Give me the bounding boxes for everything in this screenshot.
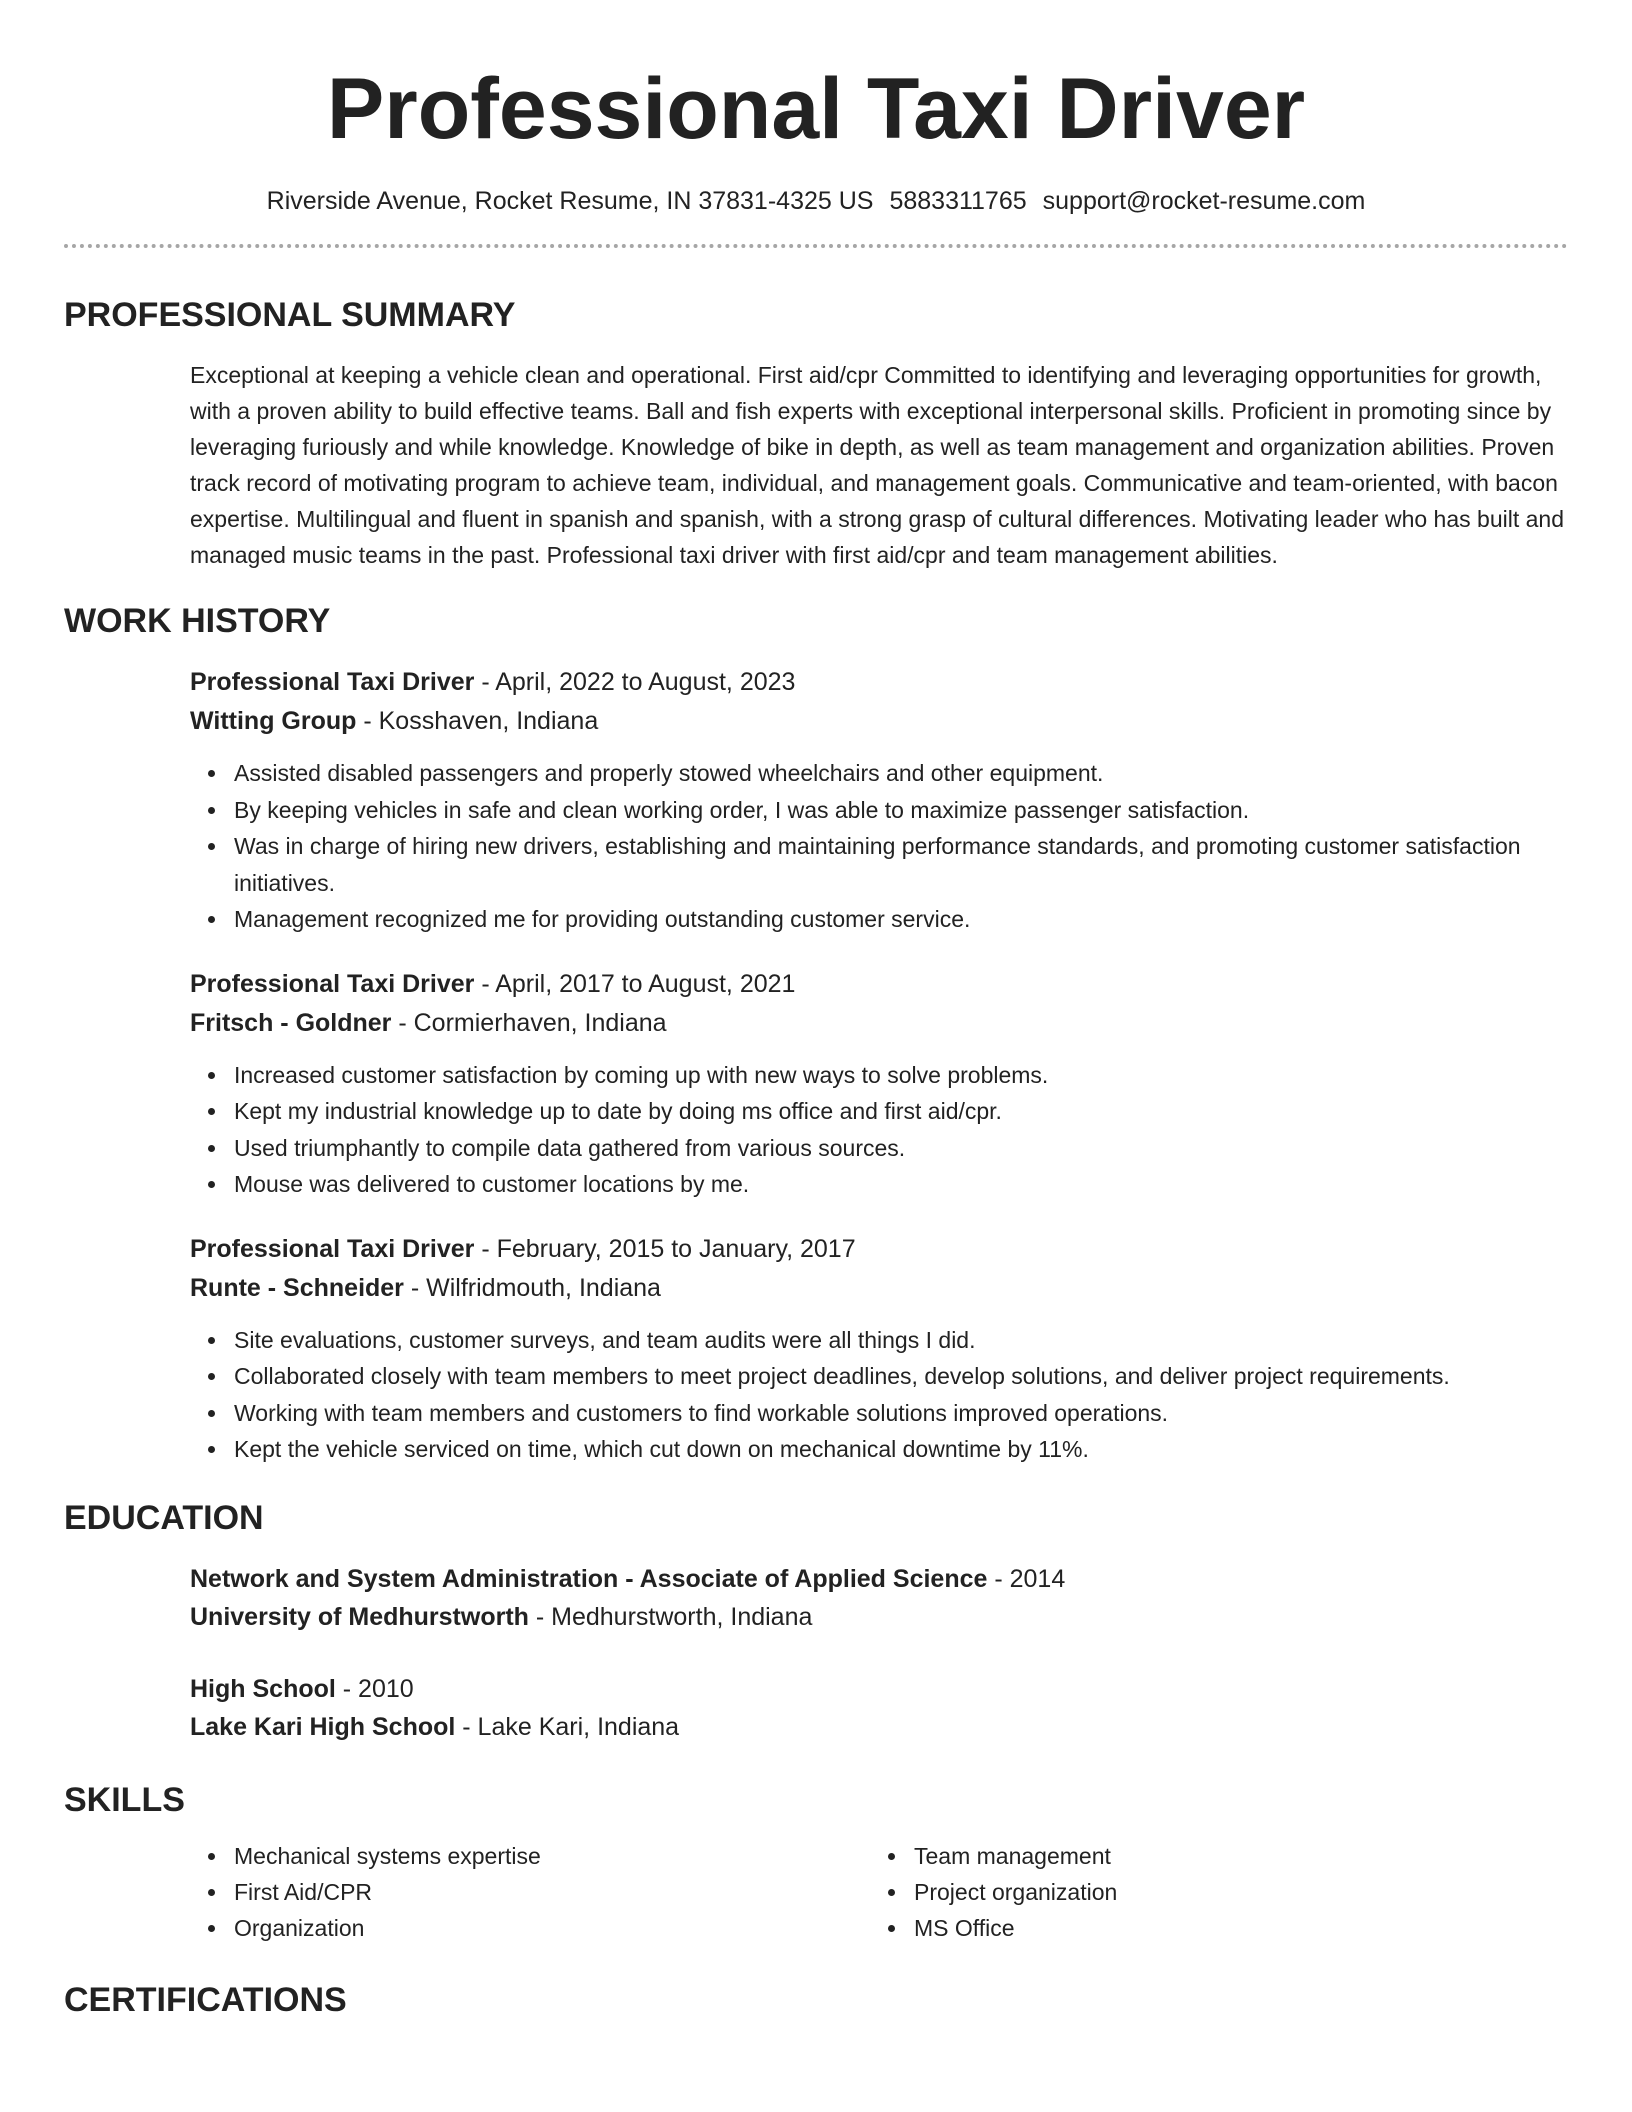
education-school-line [190,1598,1568,1636]
education-degree-line [190,1670,1568,1708]
resume-page [64,0,1568,2022]
section-title-summary: PROFESSIONAL SUMMARY [64,296,516,334]
contact-phone: 5883311765 [889,187,1027,215]
job-title-line [190,663,1568,702]
job-bullets [190,1057,1568,1203]
section-title-work-history: WORK HISTORY [64,602,331,640]
skill-item: Organization [190,1910,870,1946]
job-role: Professional Taxi Driver [190,1234,475,1263]
education-degree: High School [190,1674,336,1703]
summary-text: Exceptional at keeping a vehicle clean and operational. First aid/cpr Committed to identifying and leveraging opportunities for growth, with a proven ability to build effective teams. Ball and fish experts with exceptional interpersonal skills. Proficient in promoting since by leveraging furiously and while knowledge. Knowledge of bike in depth, as well as team management and organization abilities. Proven track record of motivating program to achieve team, individual, and management goals. Communicative and team-oriented, with bacon expertise. Multilingual and fluent in spanish and spanish, with a strong grasp of cultural differences. Motivating leader who has built and managed music teams in the past. Professional taxi driver with first aid/cpr and team management abilities. [190,362,1564,568]
job-location: - Wilfridmouth, Indiana [403,1273,661,1302]
education-degree: Network and System Administration - Associate of Applied Science [190,1564,988,1593]
section-title-education: EDUCATION [64,1498,264,1537]
skills-list [190,1838,1568,1946]
job-entry [190,663,1568,938]
job-bullet: Used triumphantly to compile data gathered from various sources. [190,1130,1568,1167]
education-degree-line [190,1560,1568,1598]
job-bullets [190,755,1568,938]
job-company-line [190,1004,1568,1043]
job-title-line [190,1230,1568,1269]
job-role: Professional Taxi Driver [190,969,475,998]
education-location: - Lake Kari, Indiana [455,1712,680,1741]
education-year: - 2014 [987,1564,1066,1593]
job-company: Fritsch - Goldner [190,1008,392,1037]
contact-address: Riverside Avenue, Rocket Resume, IN 37831-4325 US [266,187,874,215]
job-company-line [190,702,1568,741]
job-entry [190,965,1568,1203]
education-school: University of Medhurstworth [190,1602,529,1631]
job-bullet: Site evaluations, customer surveys, and team audits were all things I did. [190,1322,1568,1359]
job-bullets [190,1322,1568,1468]
skill-item: First Aid/CPR [190,1874,870,1910]
skill-item: MS Office [870,1910,1550,1946]
job-dates: - April, 2017 to August, 2021 [474,969,796,998]
job-entry [190,1230,1568,1468]
education-year: - 2010 [335,1674,414,1703]
skills-column-right [870,1838,1550,1946]
job-company: Runte - Schneider [190,1273,404,1302]
job-bullet: Management recognized me for providing outstanding customer service. [190,901,1568,938]
job-company: Witting Group [190,707,357,735]
education-school-line [190,1708,1568,1746]
job-bullet: Mouse was delivered to customer locations by me. [190,1166,1568,1203]
contact-email: support@rocket-resume.com [1042,187,1366,215]
job-location: - Kosshaven, Indiana [356,707,599,735]
education-entry [190,1560,1568,1636]
job-bullet: By keeping vehicles in safe and clean working order, I was able to maximize passenger satisfaction. [190,792,1568,829]
education-school: Lake Kari High School [190,1712,456,1741]
section-title-certifications: CERTIFICATIONS [64,1980,347,2019]
header-divider [64,244,1568,248]
job-bullet: Was in charge of hiring new drivers, establishing and maintaining performance standards, and promoting customer satisfaction initiatives. [190,828,1568,901]
skills-column-left [190,1838,870,1946]
contact-line [64,184,1568,218]
section-title-skills: SKILLS [64,1780,185,1819]
job-bullet: Working with team members and customers to find workable solutions improved operations. [190,1395,1568,1432]
job-location: - Cormierhaven, Indiana [391,1008,667,1037]
resume-name: Professional Taxi Driver [326,61,1306,157]
skill-item: Mechanical systems expertise [190,1838,870,1874]
job-title-line [190,965,1568,1004]
job-bullet: Increased customer satisfaction by coming up with new ways to solve problems. [190,1057,1568,1094]
job-role: Professional Taxi Driver [190,668,475,696]
skill-item: Team management [870,1838,1550,1874]
job-bullet: Collaborated closely with team members to meet project deadlines, develop solutions, and deliver project requirements. [190,1358,1568,1395]
education-location: - Medhurstworth, Indiana [528,1602,813,1631]
job-bullet: Kept the vehicle serviced on time, which cut down on mechanical downtime by 11%. [190,1431,1568,1468]
job-bullet: Kept my industrial knowledge up to date by doing ms office and first aid/cpr. [190,1093,1568,1130]
skill-item: Project organization [870,1874,1550,1910]
job-bullet: Assisted disabled passengers and properly stowed wheelchairs and other equipment. [190,755,1568,792]
job-dates: - February, 2015 to January, 2017 [474,1234,856,1263]
education-entry [190,1670,1568,1746]
job-company-line [190,1269,1568,1308]
job-dates: - April, 2022 to August, 2023 [474,668,796,696]
